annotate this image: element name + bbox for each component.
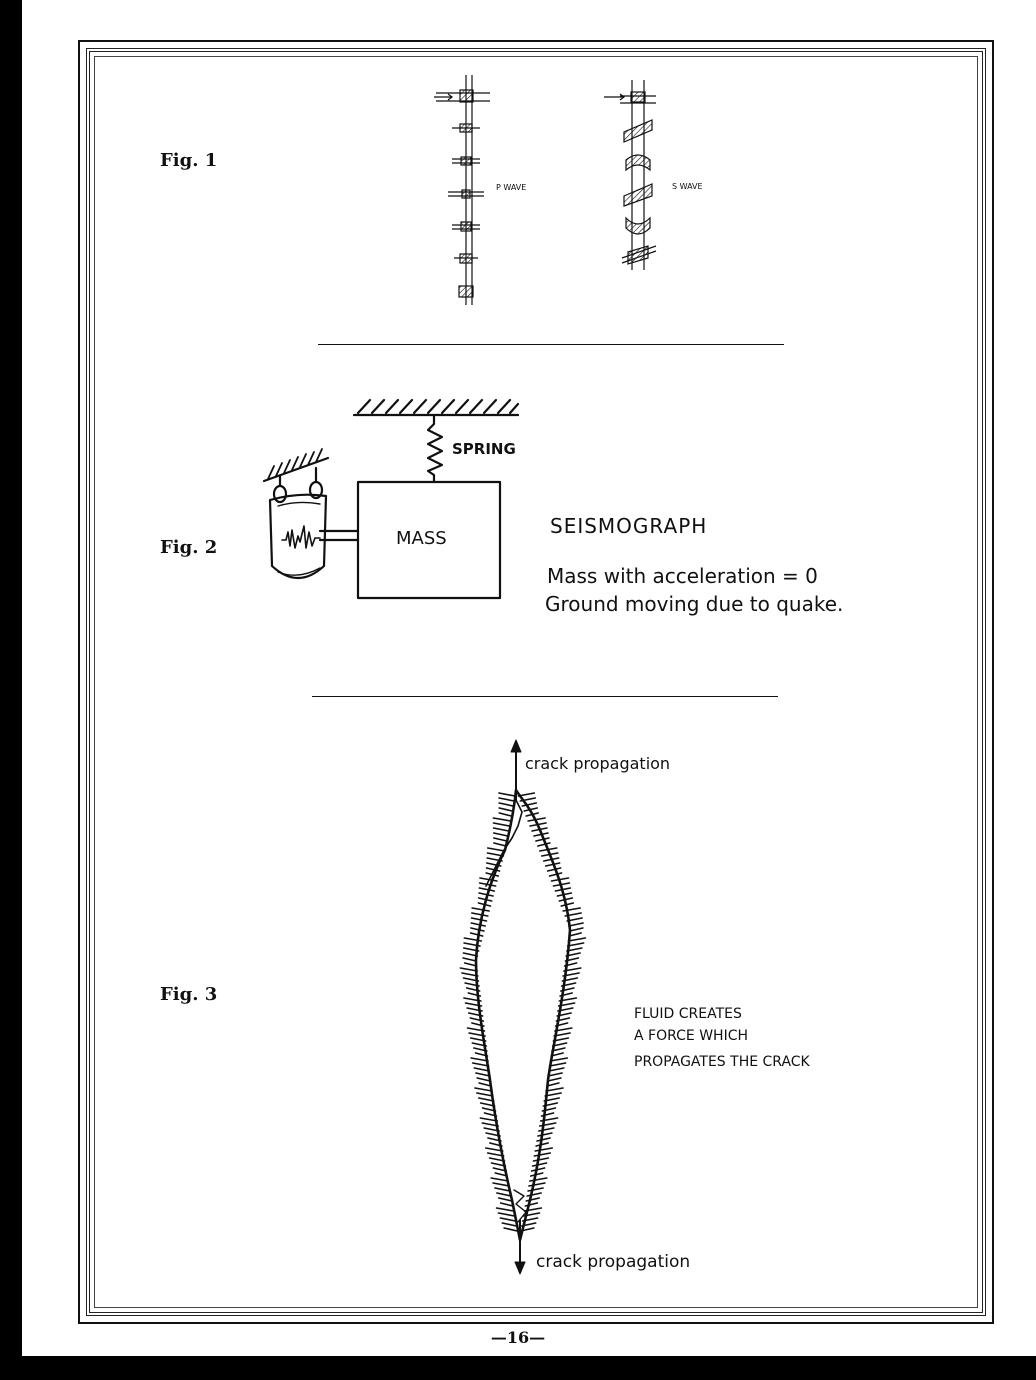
crack-hatch-mark bbox=[533, 1158, 548, 1161]
fig3-label: Fig. 3 bbox=[160, 984, 218, 1005]
crack-hatch-mark bbox=[529, 1183, 545, 1186]
crack-hatch-mark bbox=[527, 1193, 541, 1196]
crack-hatch-mark bbox=[472, 908, 489, 911]
seismograph-line2: Ground moving due to quake. bbox=[545, 592, 844, 616]
crack-bottom-caption: crack propagation bbox=[536, 1252, 691, 1272]
crack-hatch-mark bbox=[460, 968, 477, 971]
crack-hatch-mark bbox=[472, 918, 487, 921]
crack-hatch-mark bbox=[530, 1178, 547, 1181]
crack-hatch-mark bbox=[499, 793, 515, 796]
crack-hatch-mark bbox=[499, 1198, 512, 1201]
crack-hatch-mark bbox=[537, 1138, 550, 1141]
crack-hatch-mark bbox=[497, 1193, 511, 1196]
crack-hatch-mark bbox=[546, 1088, 563, 1091]
crack-hatch-mark bbox=[534, 1153, 550, 1156]
crack-hatch-mark bbox=[538, 1133, 552, 1136]
crack-hatch-mark bbox=[532, 1168, 545, 1171]
crack-hatch-mark bbox=[494, 823, 510, 826]
crack-hatch-mark bbox=[528, 1188, 543, 1191]
crack-hatch-mark bbox=[471, 933, 483, 936]
crack-hatch-mark bbox=[479, 888, 494, 891]
crack-hatch-mark bbox=[504, 1228, 517, 1231]
crack-hatch-mark bbox=[535, 1148, 552, 1151]
crack-hatch-mark bbox=[499, 813, 511, 816]
p-wave-label: P WAVE bbox=[496, 183, 527, 192]
crack-hatch-mark bbox=[494, 838, 507, 841]
fluid-note-line2: A FORCE WHICH bbox=[634, 1028, 749, 1044]
crack-hatch-mark bbox=[502, 1223, 516, 1226]
crack-hatch-mark bbox=[494, 833, 508, 836]
crack-hatch-mark bbox=[494, 843, 506, 846]
crack-hatch-mark bbox=[550, 1058, 567, 1061]
crack-hatch-mark bbox=[499, 798, 514, 801]
crack-hatch-mark bbox=[493, 1183, 509, 1186]
mass-label: MASS bbox=[396, 528, 447, 549]
crack-hatch-mark bbox=[477, 1078, 490, 1081]
crack-hatch-mark bbox=[471, 923, 485, 926]
crack-hatch-mark bbox=[499, 803, 513, 806]
crack-hatch-mark bbox=[539, 1128, 554, 1131]
crack-hatch-mark bbox=[538, 843, 550, 846]
crack-hatch-mark bbox=[497, 1208, 514, 1211]
crack-hatch-mark bbox=[525, 1203, 537, 1206]
fig2-label: Fig. 2 bbox=[160, 537, 218, 558]
crack-hatch-mark bbox=[494, 828, 509, 831]
s-wave-label: S WAVE bbox=[672, 182, 703, 191]
crack-hatch-mark bbox=[548, 1078, 561, 1081]
crack-hatch-mark bbox=[491, 1178, 508, 1181]
crack-hatch-mark bbox=[550, 1063, 566, 1066]
crack-hatch-mark bbox=[533, 1163, 547, 1166]
fluid-note-line3: PROPAGATES THE CRACK bbox=[634, 1054, 810, 1070]
crack-hatch-mark bbox=[570, 928, 583, 931]
crack-hatch-mark bbox=[463, 958, 476, 961]
fluid-note-line1: FLUID CREATES bbox=[634, 1006, 742, 1022]
page-number: —16— bbox=[490, 1328, 546, 1347]
crack-hatch-mark bbox=[475, 1088, 492, 1091]
crack-hatch-mark bbox=[568, 938, 585, 941]
crack-hatch-mark bbox=[501, 1203, 513, 1206]
crack-hatch-mark bbox=[500, 1218, 515, 1221]
seismograph-line1: Mass with acceleration = 0 bbox=[547, 564, 818, 588]
crack-hatch-mark bbox=[477, 1093, 493, 1096]
crack-hatch-mark bbox=[471, 928, 484, 931]
fig1-label: Fig. 1 bbox=[160, 150, 218, 171]
crack-hatch-mark bbox=[569, 923, 583, 926]
crack-top-caption: crack propagation bbox=[525, 754, 671, 773]
crack-hatch-mark bbox=[526, 1198, 539, 1201]
crack-hatch-mark bbox=[550, 873, 562, 876]
crack-hatch-mark bbox=[493, 818, 510, 821]
crack-outline bbox=[476, 790, 570, 1240]
spring-label: SPRING bbox=[452, 440, 516, 458]
crack-hatch-mark bbox=[499, 808, 512, 811]
crack-hatch-mark bbox=[495, 1188, 510, 1191]
crack-hatch-mark bbox=[498, 1213, 514, 1216]
seismograph-title: SEISMOGRAPH bbox=[550, 514, 708, 538]
crack-hatch-mark bbox=[488, 848, 505, 851]
crack-hatch-mark bbox=[472, 913, 488, 916]
